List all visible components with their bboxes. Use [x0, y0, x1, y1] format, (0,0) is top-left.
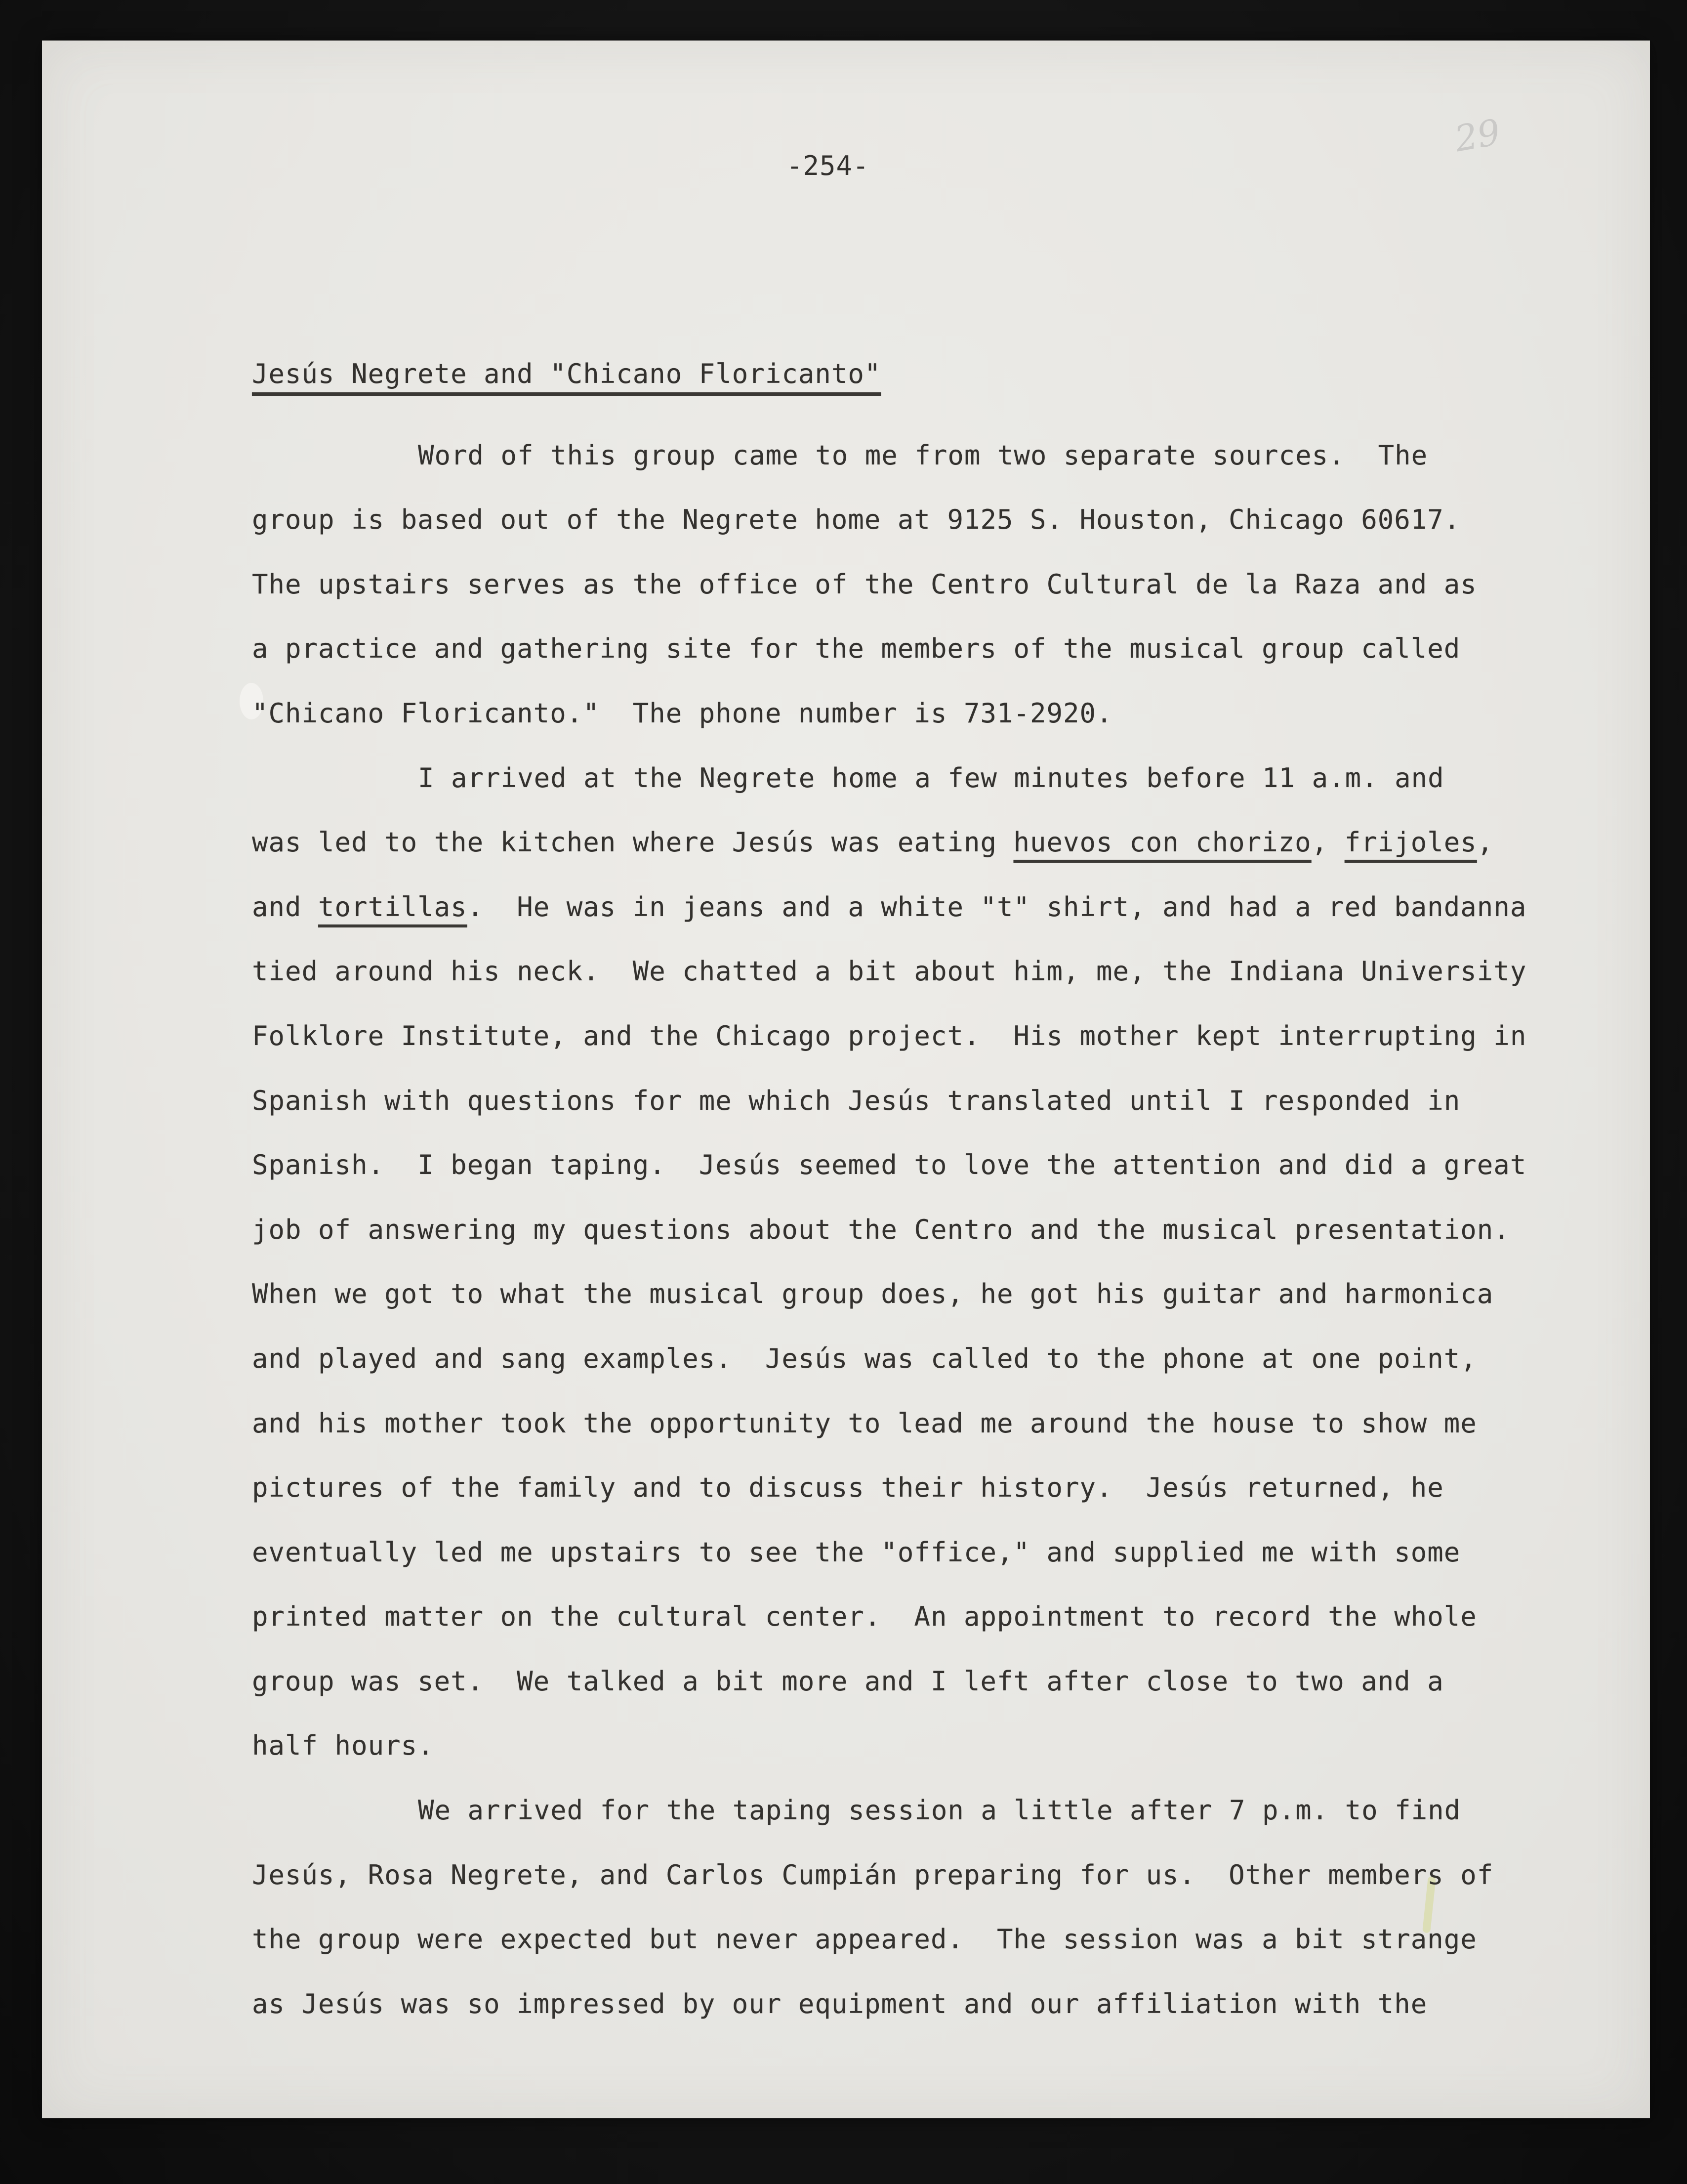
underlined-text: huevos con chorizo — [1013, 827, 1312, 858]
text-segment: "Chicano Floricanto." The phone number is 731-2920. — [252, 697, 1113, 729]
text-line — [252, 1907, 1512, 1972]
text-segment: pictures of the family and to discuss their history. Jesús returned, he — [252, 1472, 1444, 1504]
text-line — [252, 1327, 1512, 1391]
pencil-mark: 29 — [1451, 111, 1504, 160]
text-segment: half hours. — [252, 1730, 434, 1762]
text-segment: and — [252, 891, 319, 923]
text-line — [252, 1778, 1512, 1843]
text-lines — [252, 423, 1527, 2037]
document-heading: Jesús Negrete and "Chicano Floricanto" — [252, 358, 881, 389]
text-line — [252, 1843, 1512, 1908]
underlined-text: tortillas — [318, 891, 467, 923]
text-segment: and played and sang examples. Jesús was called to the phone at one point, — [252, 1343, 1477, 1374]
text-segment: Jesús, Rosa Negrete, and Carlos Cumpián preparing for us. Other members of — [252, 1859, 1494, 1890]
text-segment: job of answering my questions about the Centro and the musical presentation. — [252, 1214, 1510, 1245]
text-line — [252, 423, 1512, 488]
text-segment: , — [1477, 827, 1494, 858]
text-segment: the group were expected but never appeared. The session was a bit strange — [252, 1924, 1477, 1955]
text-line — [252, 1649, 1512, 1714]
text-segment: I arrived at the Negrete home a few minutes before 11 a.m. and — [418, 762, 1444, 794]
text-segment: , — [1311, 827, 1345, 858]
text-segment: We arrived for the taping session a little after 7 p.m. to find — [418, 1795, 1461, 1826]
text-line — [252, 939, 1527, 1004]
text-block — [42, 41, 1650, 2036]
text-segment: printed matter on the cultural center. An appointment to record the whole — [252, 1601, 1477, 1633]
text-segment: group is based out of the Negrete home at 9125 S. Houston, Chicago 60617. — [252, 504, 1461, 536]
text-line — [252, 681, 1512, 746]
text-line — [252, 810, 1512, 875]
text-segment: Spanish with questions for me which Jesús translated until I responded in — [252, 1085, 1461, 1116]
text-segment: Spanish. I began taping. Jesús seemed to love the attention and did a great — [252, 1149, 1527, 1181]
text-segment: . He was in jeans and a white "t" shirt, and had a red bandanna — [467, 891, 1527, 923]
text-segment: The upstairs serves as the office of the Centro Cultural de la Raza and as — [252, 568, 1477, 600]
text-line — [252, 1456, 1512, 1520]
text-segment: group was set. We talked a bit more and I left after close to two and a — [252, 1665, 1444, 1697]
text-line — [252, 1262, 1512, 1327]
text-segment: eventually led me upstairs to see the "office," and supplied me with some — [252, 1536, 1461, 1568]
text-line — [252, 875, 1527, 940]
text-line — [252, 1391, 1512, 1456]
text-line — [252, 488, 1512, 552]
text-segment: was led to the kitchen where Jesús was eating — [252, 827, 1014, 858]
text-line — [252, 617, 1512, 681]
text-line — [252, 1004, 1527, 1069]
page-number: -254- — [786, 150, 869, 181]
text-line — [252, 552, 1512, 617]
text-segment: and his mother took the opportunity to lead me around the house to show me — [252, 1407, 1477, 1439]
text-segment: tied around his neck. We chatted a bit about him, me, the Indiana University — [252, 956, 1527, 987]
text-line — [252, 1714, 1512, 1778]
text-line — [252, 1972, 1512, 2037]
text-line — [252, 1133, 1527, 1198]
text-line — [252, 1585, 1512, 1649]
text-segment: Folklore Institute, and the Chicago project. His mother kept interrupting in — [252, 1020, 1527, 1051]
text-segment: a practice and gathering site for the members of the musical group called — [252, 633, 1461, 665]
text-line — [252, 1520, 1512, 1585]
text-segment: as Jesús was so impressed by our equipment and our affiliation with the — [252, 1988, 1428, 2019]
text-segment: Word of this group came to me from two separate sources. The — [418, 439, 1428, 471]
text-line — [252, 1198, 1512, 1262]
document-page — [42, 41, 1650, 2118]
underlined-text: frijoles — [1344, 827, 1477, 858]
text-line — [252, 746, 1512, 811]
text-segment: When we got to what the musical group does, he got his guitar and harmonica — [252, 1278, 1494, 1310]
text-line — [252, 1069, 1512, 1134]
